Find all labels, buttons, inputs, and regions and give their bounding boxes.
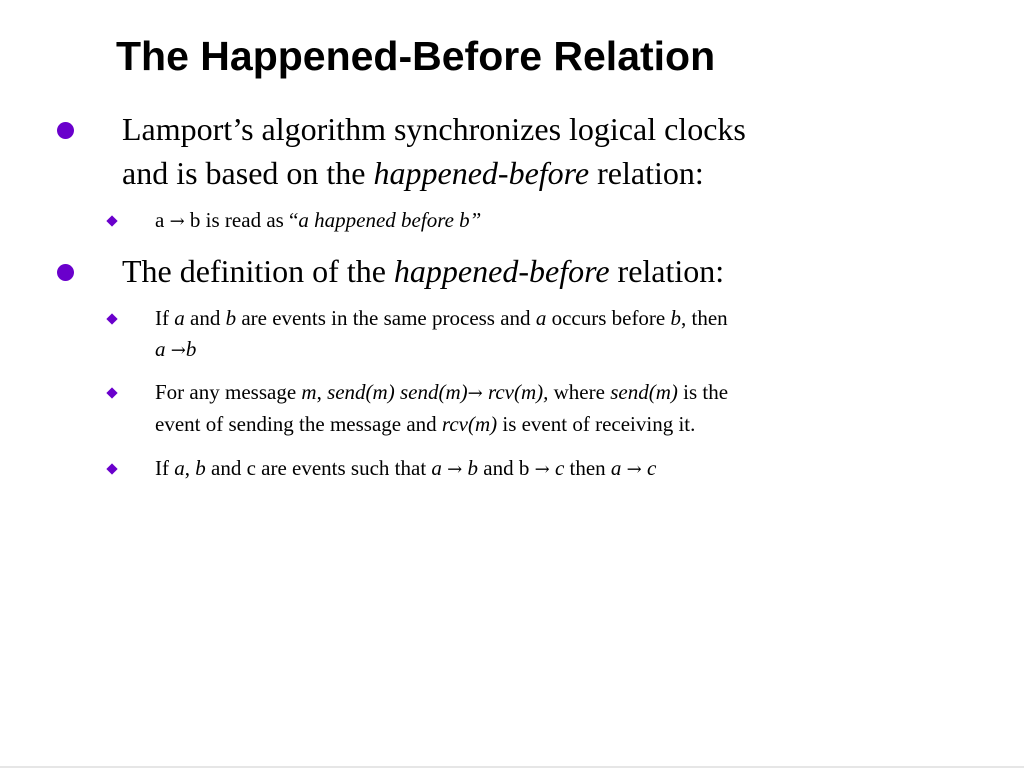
text-run: , then [681,306,728,330]
sub-bullet-text [155,377,975,440]
text-line [122,151,922,195]
sub-bullet-text [155,205,975,237]
text-run: a [155,337,171,361]
text-run: a [155,208,170,232]
text-run: a [431,456,448,480]
text-run: a [610,456,627,480]
text-run: and b [478,456,535,480]
text-line [155,377,975,409]
diamond-bullet-icon [106,387,117,398]
diamond-bullet-icon [106,313,117,324]
text-line [155,409,975,440]
text-run: and c are events such that [205,456,432,480]
text-run: a happened before b” [298,208,482,232]
text-run: rcv(m), [482,380,549,404]
arrow-symbol: → [467,383,483,404]
text-run: happened-before [393,253,610,289]
arrow-symbol: → [534,459,550,480]
text-run: happened-before [373,155,590,191]
text-line [122,249,922,293]
text-run: are events in the same process and [236,306,536,330]
sub-bullet-text [155,453,975,485]
text-run: b [462,456,479,480]
text-run: where [548,380,611,404]
text-run: occurs before [546,306,671,330]
circle-bullet-icon [57,122,74,139]
text-run: rcv(m) [441,412,498,436]
text-run: then [564,456,611,480]
text-run: b [670,306,681,330]
text-run: and [184,306,226,330]
text-run: relation: [609,253,725,289]
bullet-text [122,249,922,293]
text-run: a [535,306,547,330]
text-run: send(m) [610,380,678,404]
text-run: a [174,306,185,330]
text-run: is the [677,380,729,404]
text-line [155,334,975,366]
text-run: event of sending the message and [155,412,442,436]
text-run: b is read as “ [184,208,299,232]
text-run: b [195,456,206,480]
text-run: send(m) send(m) [327,380,468,404]
text-run: , [184,456,196,480]
bullet-text [122,107,922,195]
text-line [155,205,975,237]
arrow-symbol: → [169,211,185,232]
arrow-symbol: → [626,459,642,480]
arrow-symbol: → [170,340,186,361]
slide-title: The Happened-Before Relation [116,33,716,79]
diamond-bullet-icon [106,463,117,474]
text-run: a [174,456,185,480]
text-run: b [185,337,197,361]
diamond-bullet-icon [106,215,117,226]
text-run: The definition of the [122,253,394,289]
text-run: Lamport’s algorithm synchronizes logical clocks [122,111,746,147]
text-line [155,303,975,334]
arrow-symbol: → [447,459,463,480]
text-run: If [155,306,175,330]
text-run: c [549,456,565,480]
text-line [155,453,975,485]
text-run: b [225,306,237,330]
text-run: and is based on the [122,155,374,191]
text-run: For any message [155,380,302,404]
circle-bullet-icon [57,264,74,281]
text-run: relation: [589,155,704,191]
text-run: , [316,380,328,404]
text-run: If [155,456,175,480]
text-run: m [301,380,317,404]
text-line [122,107,922,151]
sub-bullet-text [155,303,975,366]
text-run: c [641,456,657,480]
text-run: is event of receiving it. [497,412,696,436]
